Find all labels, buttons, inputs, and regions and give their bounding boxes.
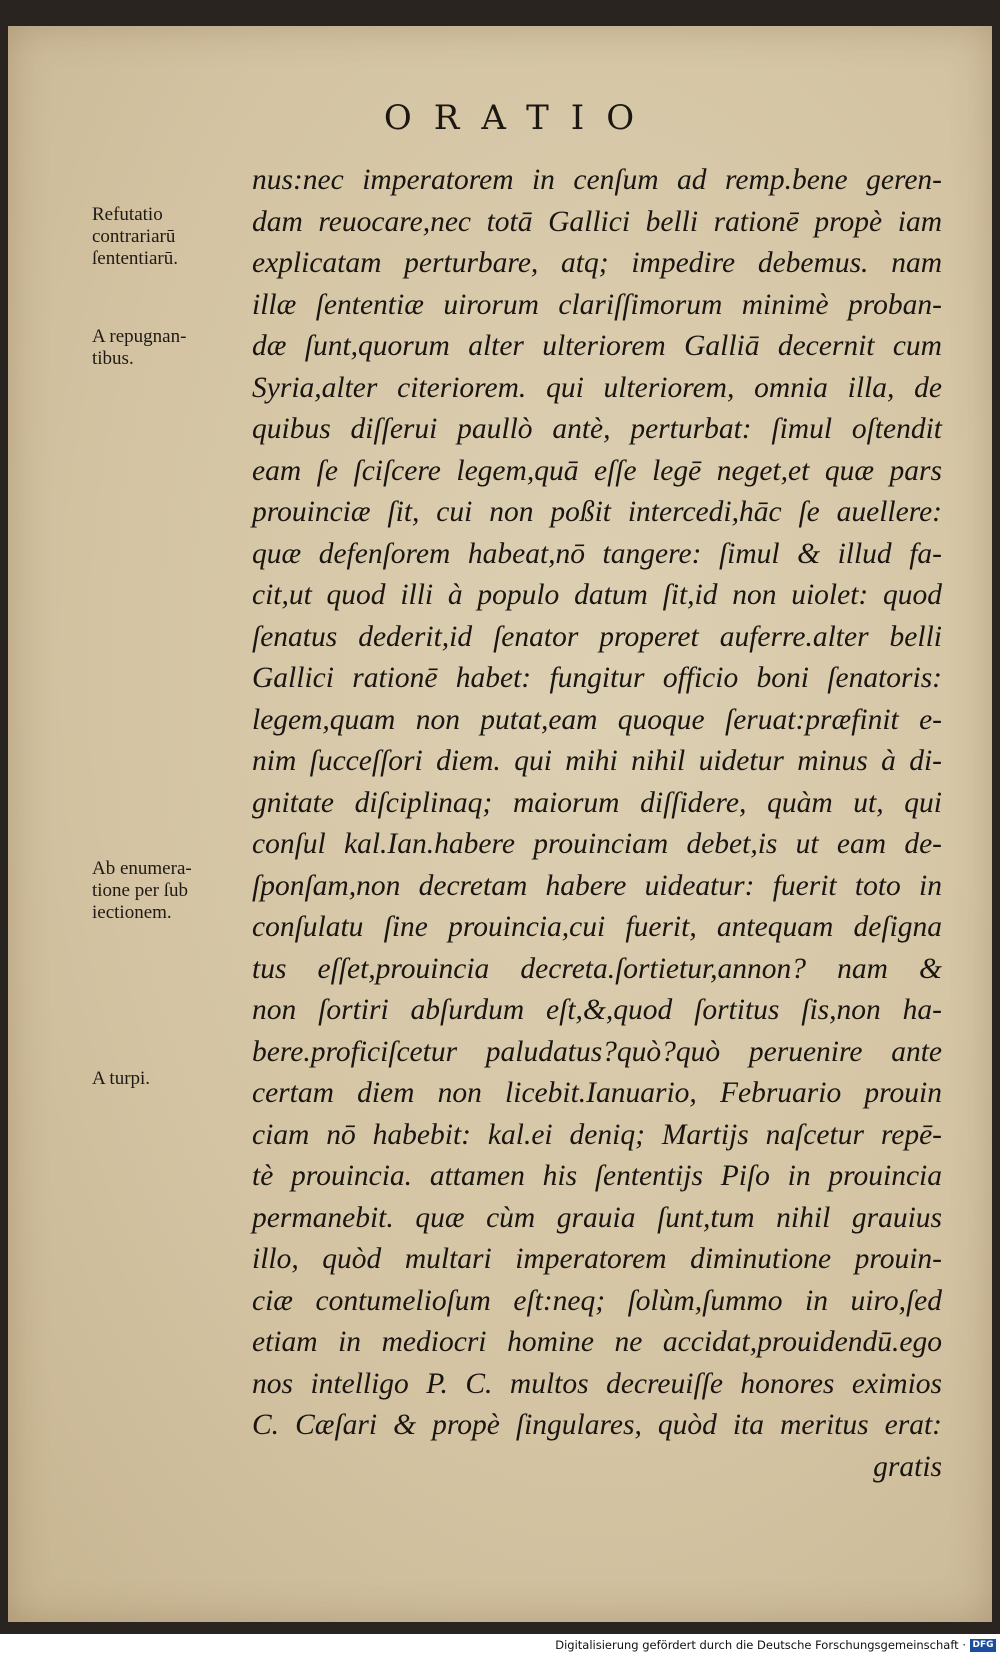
text-line: conſulatu ſine prouincia,cui fuerit, antequam deſigna — [252, 911, 942, 943]
text-line: gnitate diſciplinaq; maiorum diſſidere, quàm ut, qui — [252, 786, 942, 819]
text-line: tus eſſet,prouincia decreta.ſortietur,annon? nam & — [252, 952, 942, 985]
text-line: ciam nō habebit: kal.ei deniq; Martijs naſcetur repē- — [252, 1118, 942, 1151]
body-text — [252, 160, 942, 1488]
margin-note-line: ſententiarū. — [92, 248, 178, 269]
text-line: dæ ſunt,quorum alter ulteriorem Galliā decernit cum — [252, 330, 942, 362]
text-line: permanebit. quæ cùm grauia ſunt,tum nihil grauius — [252, 1201, 942, 1234]
text-line: etiam in mediocri homine ne accidat,prouidendū.ego — [252, 1326, 942, 1358]
text-line: quæ defenſorem habeat,nō tangere: ſimul & illud fa- — [252, 537, 942, 570]
text-line: C. Cæſari & propè ſingulares, quòd ita meritus erat: — [252, 1409, 942, 1441]
margin-note-enumeratione — [92, 858, 252, 924]
digitization-footer — [0, 1634, 1000, 1658]
margin-note-turpi — [92, 1068, 252, 1090]
text-line: non ſortiri abſurdum eſt,&,quod ſortitus ſis,non ha- — [252, 994, 942, 1026]
text-line: prouinciæ ſit, cui non poßit intercedi,hāc ſe auellere: — [252, 496, 942, 528]
text-line: ciæ contumelioſum eſt:neq; ſolùm,ſummo in uiro,ſed — [252, 1284, 942, 1317]
text-line: explicatam perturbare, atq; impedire debemus. nam — [252, 247, 942, 279]
margin-note-line: contrariarū — [92, 226, 176, 247]
text-line: nim ſucceſſori diem. qui mihi nihil uidetur minus à di- — [252, 745, 942, 777]
text-line: illo, quòd multari imperatorem diminutione prouin- — [252, 1243, 942, 1275]
margin-note-repugnantibus — [92, 326, 252, 370]
margin-note-line: tione per ſub — [92, 880, 189, 901]
text-line: eam ſe ſciſcere legem,quā eſſe legē neget,et quæ pars — [252, 454, 942, 487]
margin-note-line: iectionem. — [92, 902, 172, 923]
text-line: nos intelligo P. C. multos decreuiſſe honores eximios — [252, 1367, 942, 1400]
text-line: certam diem non licebit.Ianuario, Februario prouin — [252, 1077, 942, 1109]
text-line: bere.proficiſcetur paludatus?quò?quò peruenire ante — [252, 1035, 942, 1068]
margin-note-refutatio — [92, 204, 252, 270]
text-line: illæ ſententiæ uirorum clariſſimorum minimè proban- — [252, 288, 942, 321]
margin-note-line: tibus. — [92, 348, 134, 369]
text-line: ſenatus dederit,id ſenator properet auferre.alter belli — [252, 620, 942, 653]
margin-note-line: Ab enumera- — [92, 858, 192, 879]
catchword: gratis — [873, 1450, 942, 1483]
text-line: tè prouincia. attamen his ſententijs Piſo in prouincia — [252, 1160, 942, 1192]
text-line: Gallici rationē habet: fungitur officio boni ſenatoris: — [252, 662, 942, 694]
margin-note-line: A turpi. — [92, 1068, 151, 1089]
book-page — [8, 26, 992, 1622]
margin-note-line: Refutatio — [92, 204, 163, 225]
text-line: nus:nec imperatorem in cenſum ad remp.bene geren- — [252, 164, 942, 196]
text-line: legem,quam non putat,eam quoque ſeruat:præfinit e- — [252, 703, 942, 736]
footer-credit: Digitalisierung gefördert durch die Deutsche Forschungsgemeinschaft · — [555, 1638, 966, 1652]
dfg-logo: DFG — [970, 1639, 996, 1652]
text-line: dam reuocare,nec totā Gallici belli rationē propè iam — [252, 205, 942, 238]
text-line: cit,ut quod illi à populo datum ſit,id non uiolet: quod — [252, 579, 942, 611]
text-line: ſponſam,non decretam habere uideatur: fuerit toto in — [252, 869, 942, 902]
text-line: quibus diſſerui paullò antè, perturbat: ſimul oſtendit — [252, 413, 942, 445]
margin-note-line: A repugnan- — [92, 326, 187, 347]
running-head: ORATIO — [383, 98, 657, 138]
text-line: Syria,alter citeriorem. qui ulteriorem, omnia illa, de — [252, 371, 942, 404]
text-line: conſul kal.Ian.habere prouinciam debet,is ut eam de- — [252, 828, 942, 860]
